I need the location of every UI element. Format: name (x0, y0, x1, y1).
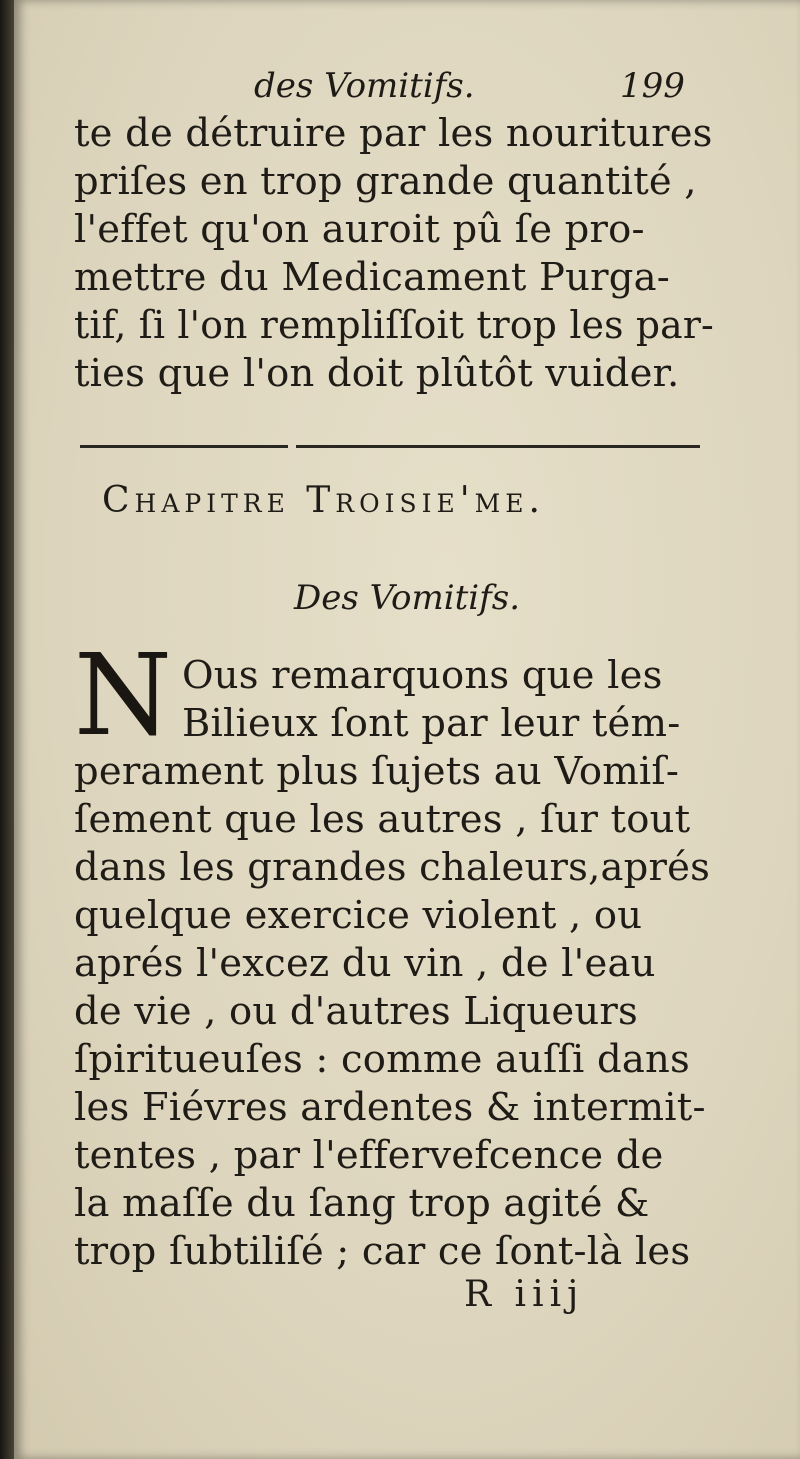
signature-mark: R iiij (464, 1274, 585, 1315)
running-head (14, 66, 800, 106)
text-line: les Fiévres ardentes & intermit- (74, 1085, 706, 1130)
text-line: tentes , par l'effervefcence de (74, 1133, 664, 1178)
text-line: l'effet qu'on auroit pû ſe pro- (74, 207, 645, 252)
text-line: priſes en trop grande quantité , (74, 159, 697, 204)
chapter-subtitle: Des Vomitifs. (293, 578, 521, 618)
section-rule-left (80, 445, 288, 448)
drop-cap: N (74, 631, 172, 761)
section-rule-right (296, 445, 700, 448)
text-line: ſpiritueuſes : comme auſſi dans (74, 1037, 690, 1082)
text-line: tif, ſi l'on rempliſſoit trop les par- (74, 303, 714, 348)
page-number: 199 (620, 66, 685, 106)
text-line: Bilieux ſont par leur tém- (182, 701, 681, 746)
text-line: te de détruire par les nouritures (74, 111, 713, 156)
text-line: Ous remarquons que les (182, 653, 663, 698)
text-line: aprés l'excez du vin , de l'eau (74, 941, 656, 986)
text-line: mettre du Medicament Purga- (74, 255, 670, 300)
text-line: ſement que les autres , ſur tout (74, 797, 691, 842)
chapter-heading: Chapitre Troisie'me. (102, 480, 545, 521)
text-line: perament plus ſujets au Vomiſ- (74, 749, 680, 794)
text-line: dans les grandes chaleurs,aprés (74, 845, 711, 890)
text-line: trop ſubtiliſé ; car ce ſont-là les (74, 1229, 691, 1274)
book-gutter (0, 0, 14, 1459)
book-page (14, 0, 800, 1459)
running-title: des Vomitifs. (254, 66, 475, 106)
text-line: la maſſe du ſang trop agité & (74, 1181, 650, 1226)
text-line: de vie , ou d'autres Liqueurs (74, 989, 638, 1034)
text-line: quelque exercice violent , ou (74, 893, 643, 938)
text-line: ties que l'on doit plûtôt vuider. (74, 351, 680, 396)
